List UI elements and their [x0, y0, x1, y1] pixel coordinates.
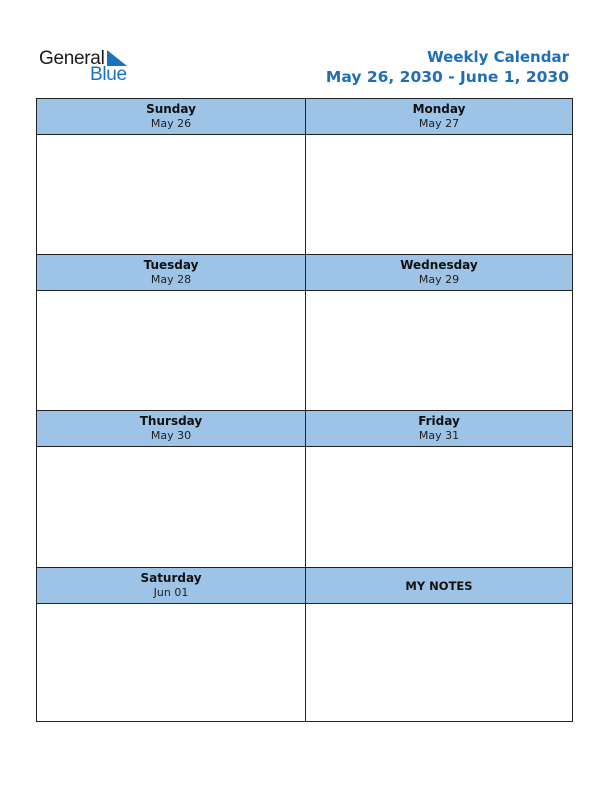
- notes-cell: [305, 567, 572, 721]
- day-name: Monday: [412, 102, 466, 116]
- calendar-title-block: [326, 47, 569, 88]
- day-header: [37, 99, 305, 135]
- day-body[interactable]: [306, 447, 572, 566]
- day-cell-friday: [305, 410, 572, 567]
- notes-header: [306, 568, 572, 604]
- day-body[interactable]: [37, 604, 305, 723]
- page-title: Weekly Calendar: [427, 48, 569, 66]
- day-header: [37, 255, 305, 291]
- day-name: Tuesday: [143, 258, 199, 272]
- day-date: May 26: [150, 117, 192, 130]
- day-header: [306, 99, 572, 135]
- date-range: May 26, 2030 - June 1, 2030: [325, 68, 569, 86]
- day-cell-sunday: [37, 99, 305, 255]
- day-body[interactable]: [37, 447, 305, 566]
- day-cell-monday: [305, 99, 572, 255]
- day-cell-saturday: [37, 567, 305, 721]
- day-body[interactable]: [37, 135, 305, 254]
- logo-word-general: General: [39, 48, 105, 69]
- notes-body[interactable]: [306, 604, 572, 723]
- day-date: Jun 01: [153, 586, 189, 599]
- notes-title: MY NOTES: [405, 579, 473, 593]
- day-name: Sunday: [146, 102, 196, 116]
- day-header: [37, 568, 305, 604]
- day-name: Saturday: [140, 571, 202, 585]
- day-body[interactable]: [37, 291, 305, 410]
- day-cell-wednesday: [305, 254, 572, 411]
- day-cell-tuesday: [37, 254, 305, 411]
- weekly-calendar-grid: [36, 98, 573, 722]
- day-name: Friday: [418, 414, 460, 428]
- day-cell-thursday: [37, 410, 305, 567]
- day-date: May 31: [418, 429, 460, 442]
- day-date: May 28: [150, 273, 192, 286]
- logo-word-blue: Blue: [90, 64, 127, 85]
- day-body[interactable]: [306, 291, 572, 410]
- day-header: [37, 411, 305, 447]
- day-header: [306, 411, 572, 447]
- day-body[interactable]: [306, 135, 572, 254]
- day-header: [306, 255, 572, 291]
- general-blue-logo: [39, 46, 139, 86]
- day-date: May 30: [150, 429, 192, 442]
- day-date: May 29: [418, 273, 460, 286]
- day-name: Thursday: [139, 414, 203, 428]
- day-name: Wednesday: [400, 258, 478, 272]
- day-date: May 27: [418, 117, 460, 130]
